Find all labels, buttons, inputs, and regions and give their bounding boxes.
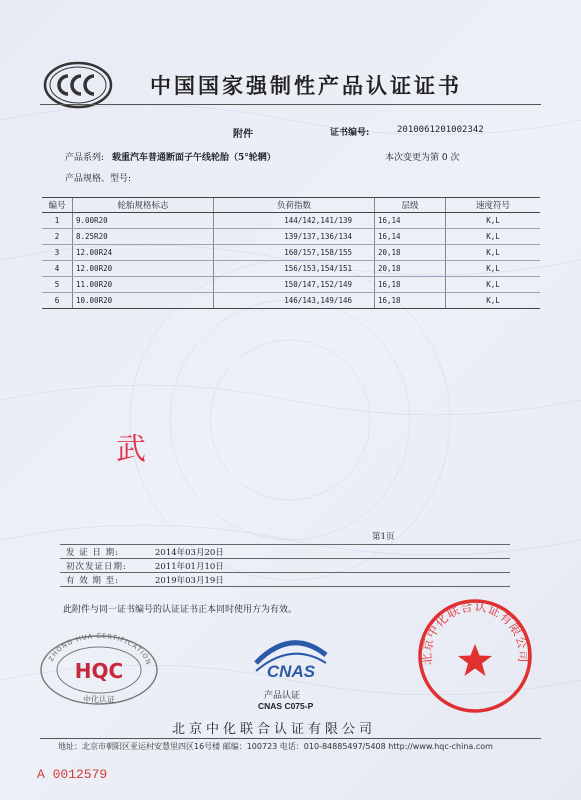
cell-ply: 16,14 <box>375 213 446 229</box>
organization-name: 北京中化联合认证有限公司 <box>172 722 377 737</box>
company-seal-icon <box>415 596 535 716</box>
cnas-logo-icon <box>248 633 334 685</box>
ccc-logo-icon <box>42 60 114 110</box>
table-row <box>42 277 540 293</box>
cnas-code: CNAS C075-P <box>258 701 314 711</box>
seal-text: 北京中化联合认证有限公司 <box>419 599 531 666</box>
date-label: 初次发证日期: <box>66 562 127 572</box>
hqc-certification-logo-icon <box>36 628 162 706</box>
cell-speed: K,L <box>446 293 541 309</box>
table-row <box>42 229 540 245</box>
cell-no: 5 <box>42 277 73 293</box>
hqc-bottom-text: 中化认证 <box>83 695 115 704</box>
table-header-row <box>42 198 540 213</box>
date-row-expiry <box>60 573 510 587</box>
annex-label: 附件 <box>233 129 253 140</box>
cell-load: 156/153,154/151 <box>214 261 375 277</box>
date-value: 2011年01月10日 <box>155 562 224 572</box>
date-label: 发 证 日 期: <box>66 548 119 558</box>
cell-ply: 16,14 <box>375 229 446 245</box>
cell-no: 2 <box>42 229 73 245</box>
cell-load: 160/157,158/155 <box>214 245 375 261</box>
cell-load: 150/147,152/149 <box>214 277 375 293</box>
address-divider <box>40 738 541 739</box>
cell-load: 139/137,136/134 <box>214 229 375 245</box>
date-value: 2019年03月19日 <box>155 576 224 586</box>
table-row <box>42 261 540 277</box>
change-count: 本次变更为第 0 次 <box>385 153 460 163</box>
cnas-caption: 产品认证 <box>264 691 301 701</box>
cell-spec: 9.00R20 <box>73 213 214 229</box>
spec-label: 产品规格、型号: <box>65 174 132 184</box>
cert-number: 2010061201002342 <box>397 125 484 135</box>
table-row <box>42 213 540 229</box>
cell-spec: 8.25R20 <box>73 229 214 245</box>
cell-load: 144/142,141/139 <box>214 213 375 229</box>
cell-spec: 10.00R20 <box>73 293 214 309</box>
col-header-spec: 轮胎规格标志 <box>73 198 214 213</box>
cell-spec: 11.00R20 <box>73 277 214 293</box>
validity-note: 此附件与同一证书编号的认证证书正本同时使用方为有效。 <box>63 605 298 615</box>
cell-speed: K,L <box>446 245 541 261</box>
cell-spec: 12.00R20 <box>73 261 214 277</box>
cell-no: 4 <box>42 261 73 277</box>
cell-load: 146/143,149/146 <box>214 293 375 309</box>
cert-number-label: 证书编号: <box>330 128 370 138</box>
cell-ply: 16,18 <box>375 293 446 309</box>
spec-table <box>42 197 540 309</box>
cell-speed: K,L <box>446 277 541 293</box>
cell-speed: K,L <box>446 261 541 277</box>
date-row-issue <box>60 544 510 559</box>
cell-spec: 12.00R24 <box>73 245 214 261</box>
page-number: 第1页 <box>372 532 395 542</box>
cell-no: 6 <box>42 293 73 309</box>
date-row-first-issue <box>60 559 510 573</box>
cell-no: 3 <box>42 245 73 261</box>
series-label: 产品系列: <box>65 153 105 163</box>
cell-no: 1 <box>42 213 73 229</box>
col-header-load: 负荷指数 <box>214 198 375 213</box>
series-value: 载重汽车普通断面子午线轮胎（5°轮辋） <box>112 153 276 163</box>
col-header-ply: 层级 <box>375 198 446 213</box>
cell-ply: 20,18 <box>375 261 446 277</box>
col-header-speed: 速度符号 <box>446 198 541 213</box>
table-row <box>42 293 540 309</box>
date-label: 有 效 期 至: <box>66 576 119 586</box>
title-divider <box>40 104 541 105</box>
hqc-letters: HQC <box>74 659 124 683</box>
cell-speed: K,L <box>446 229 541 245</box>
hqc-ring-text: ZHONG HUA CERTIFICATION <box>46 632 153 667</box>
serial-number: A 0012579 <box>37 767 108 782</box>
address-line: 地址：北京市朝阳区亚运村安慧里四区16号楼 邮编：100723 电话：010-84885497/5408 http://www.hqc-china.com <box>58 742 493 751</box>
cell-ply: 20,18 <box>375 245 446 261</box>
cell-speed: K,L <box>446 213 541 229</box>
cnas-letters: CNAS <box>266 662 316 681</box>
certificate-title: 中国国家强制性产品认证证书 <box>150 74 462 98</box>
col-header-no: 编号 <box>42 198 73 213</box>
date-block <box>60 544 510 587</box>
cell-ply: 16,18 <box>375 277 446 293</box>
date-value: 2014年03月20日 <box>155 548 224 558</box>
red-stamp-character: 武 <box>116 432 146 467</box>
table-row <box>42 245 540 261</box>
